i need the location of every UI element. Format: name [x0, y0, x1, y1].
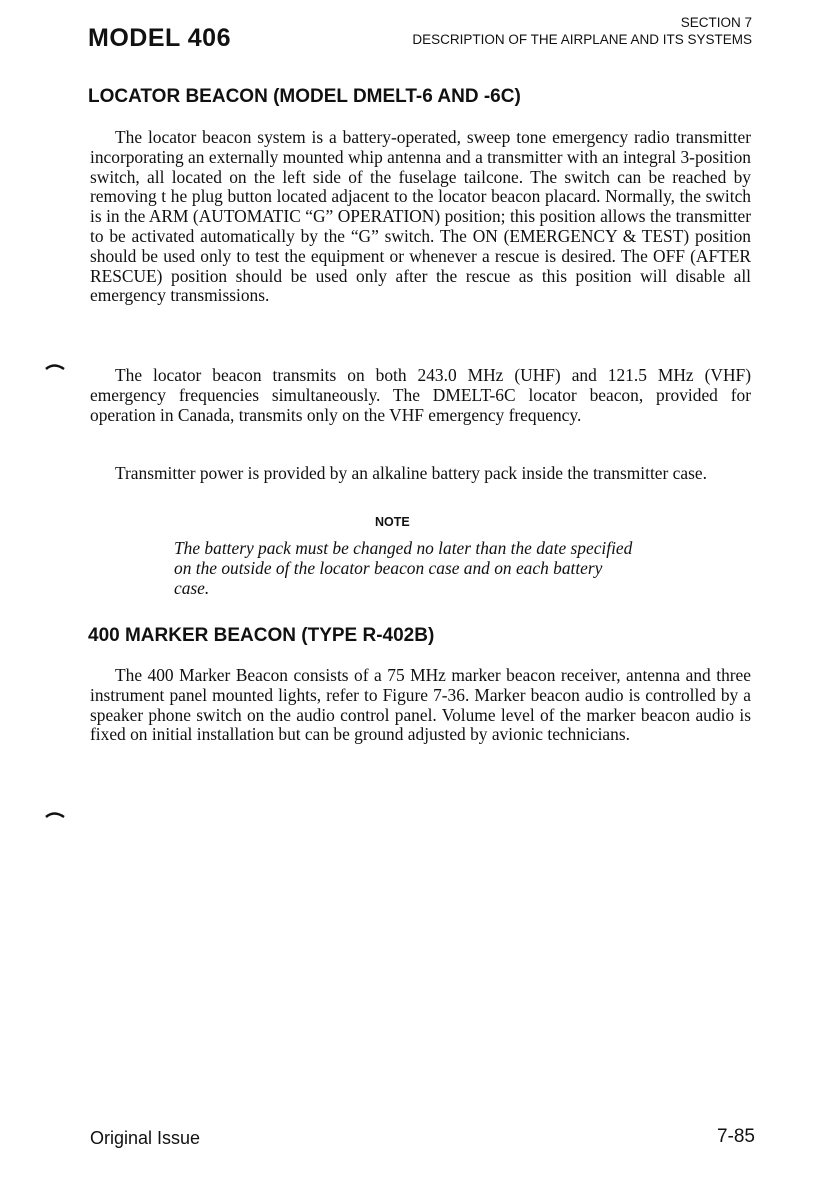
note-text: The battery pack must be changed no later than the date specified on the outside of the locator beacon case and on each battery case. [174, 538, 633, 598]
section-title: DESCRIPTION OF THE AIRPLANE AND ITS SYSTEMS [412, 32, 752, 47]
revision-mark [44, 360, 68, 372]
model-title: MODEL 406 [88, 24, 231, 52]
marker-beacon-heading: 400 MARKER BEACON (TYPE R-402B) [88, 625, 435, 646]
revision-mark [44, 808, 68, 820]
note-label: NOTE [375, 515, 410, 529]
page-number: 7-85 [716, 1126, 755, 1147]
section-number: SECTION 7 [680, 15, 752, 30]
locator-beacon-heading: LOCATOR BEACON (MODEL DMELT-6 AND -6C) [88, 86, 521, 107]
section-info [412, 14, 752, 48]
footer-issue: Original Issue [90, 1128, 201, 1148]
marker-beacon-paragraph-1: The 400 Marker Beacon consists of a 75 MHz marker beacon receiver, antenna and three instrument panel mounted lights, refer to Figure 7-36. Marker beacon audio is controlled by a speaker phone switch on the audio control panel. Volume level of the marker beacon audio is fixed on initial installation but can be ground adjusted by avionic technicians. [90, 665, 751, 745]
locator-beacon-paragraph-2: The locator beacon transmits on both 243.0 MHz (UHF) and 121.5 MHz (VHF) emergency frequencies simultaneously. The DMELT-6C locator beacon, provided for operation in Canada, transmits only on the VHF emergency frequency. [90, 365, 751, 425]
locator-beacon-paragraph-3: Transmitter power is provided by an alkaline battery pack inside the transmitter case. [115, 463, 707, 483]
locator-beacon-paragraph-1: The locator beacon system is a battery-operated, sweep tone emergency radio transmitter incorporating an externally mounted whip antenna and a transmitter with an integral 3-position switch, all located on the left side of the fuselage tailcone. The switch can be reached by removing t he plug button located adjacent to the locator beacon placard. Normally, the switch is in the ARM (AUTOMATIC “G” OPERATION) position; this position allows the transmitter to be activated automatically by the “G” switch. The ON (EMERGENCY & TEST) position should be used only to test the equipment or whenever a rescue is desired. The OFF (AFTER RESCUE) position should be used only after the rescue as this position will disable all emergency transmissions. [90, 127, 751, 306]
